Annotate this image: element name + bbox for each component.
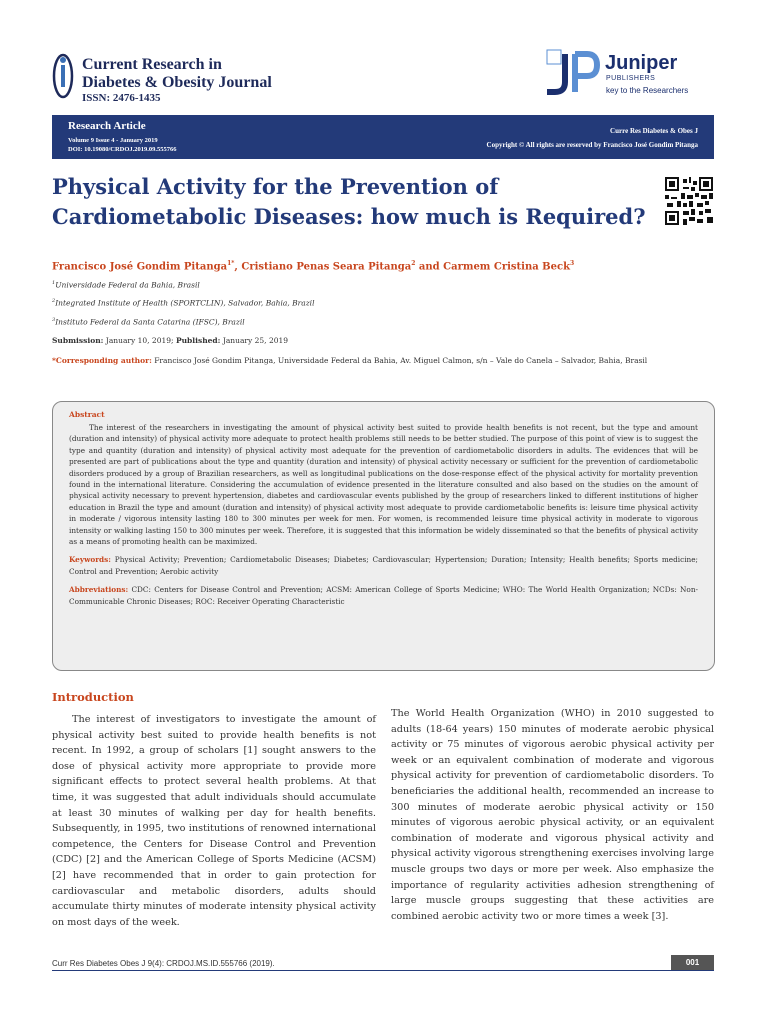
article-title: Physical Activity for the Prevention of Cardiometabolic Diseases: how much is Required? [52, 174, 646, 229]
publisher-logo-icon [543, 48, 603, 96]
article-type: Research Article [68, 120, 146, 132]
affiliation-3: $^3$Instituto Federal da Santa Catarina (IFSC), Brazil [52, 317, 245, 327]
footer-citation: Curr Res Diabetes Obes J 9(4): CRDOJ.MS.ID.555766 (2019). [52, 959, 275, 968]
journal-name: Current Research in Diabetes & Obesity Journal [82, 56, 272, 91]
abstract-heading: Abstract [69, 410, 105, 419]
volume-info: Volume 9 Issue 4 - January 2019 [68, 137, 158, 144]
introduction-heading: Introduction [52, 690, 134, 704]
author-list: Francisco José Gondim Pitanga$^{1*}$, Cristiano Penas Seara Pitanga$^2$ and Carmem Cristina Beck$^3$ [52, 260, 575, 273]
abstract-box [52, 401, 715, 671]
journal-abbrev: Curre Res Diabetes & Obes J [610, 127, 698, 135]
affiliation-1: $^1$Universidade Federal da Bahia, Brasil [52, 280, 200, 290]
corresponding-author: *Corresponding author: Francisco José Gondim Pitanga, Universidade Federal da Bahia, Av. Miguel Calmon, s/n – Vale do Canela – Salvador, Bahia, Brasil [52, 356, 648, 365]
introduction-right-column: The World Health Organization (WHO) in 2010 suggested to adults (18-64 years) 150 minutes of moderate aerobic physical activity or 75 minutes of vigorous aerobic physical activity per week or an equivalent combination of moderate and vigorous physical activity for prevention of cardiometabolic disorders. To beneficiaries the additional health, recommended an increase to 300 minutes of moderate aerobic physical activity or 150 minutes of vigorous aerobic physical activity, or an equivalent combination of moderate and vigorous physical activity and physical activity vigorous strengthening exercises involving large muscle groups two days or more per week. Also emphasize the importance of regularity activities adhesion strengthening of large muscle groups suggesting that these activities are combined aerobic activity two or more times a week [3]. [391, 708, 714, 922]
qr-code-icon [665, 177, 713, 225]
publisher-sub: PUBLISHERS [606, 75, 656, 82]
copyright-notice: Copyright © All rights are reserved by Francisco José Gondim Pitanga [486, 141, 698, 149]
publication-dates: Submission: January 10, 2019; Published: January 25, 2019 [52, 336, 289, 345]
journal-issn: ISSN: 2476-1435 [82, 92, 161, 104]
affiliation-2: $^2$Integrated Institute of Health (SPORTCLIN), Salvador, Bahia, Brazil [52, 298, 315, 308]
journal-logo-icon [52, 48, 74, 100]
page-number: 001 [671, 955, 714, 970]
doi-link[interactable]: DOI: 10.19080/CRDOJ.2019.09.555766 [68, 146, 177, 153]
introduction-left-column: The interest of investigators to investigate the amount of physical activity best suited to provide health benefits is not recent. In 1992, a group of scholars [1] sought answers to the dose of physical activity more appropriate to provide more significant effects to protect several health problems. At that time, it was suggested that adult individuals should accumulate at least 30 minutes of walking per day for health benefits. Subsequently, in 1995, two institutions of renowned international competence, the Centers for Disease Control and Prevention (CDC) [2] and the American College of Sports Medicine (ACSM) [2] have recommended that in order to gain protection for cardiovascular and metabolic disorders, adults should accumulate thirty minutes of moderate intensity physical activity on most days of the week. [52, 714, 376, 928]
keywords: Keywords: Physical Activity; Prevention; Cardiometabolic Diseases; Diabetes; Cardiovascular; Hypertension; Duration; Intensity; Health benefits; Sports medicine; Control and Prevention; Aerobic activity [69, 555, 698, 576]
publisher-name: Juniper [605, 52, 678, 74]
publisher-tagline: key to the Researchers [606, 86, 689, 95]
abbreviations: Abbreviations: CDC: Centers for Disease Control and Prevention; ACSM: American College of Sports Medicine; WHO: The World Health Organization; NCDs: Non-Communicable Chronic Diseases; ROC: Receiver Operating Characteristic [69, 585, 698, 606]
abstract-text: The interest of the researchers in investigating the amount of physical activity best suited to provide health benefits is not recent, but the type and amount (duration and intensity) of physical activity more adequate to protect health problems still needs to be better studied. The purpose of this point of view is to suggest the type and quantity (duration and intensity) of physical activity most adequate for the prevention of cardiometabolic disorders in adults. The evidences that will be presented are part of publications about the type and quantity (duration and intensity) of physical activity necessary or sufficient for the prevention of cardiometabolic disorders produced by a group of Brazilian researchers, as well as longitudinal publications on the dose-response effect of the physical activity for mortality prevention found in the international literature. Considering the accumulation of evidence presented in the literature consulted and also based on the studies on the amount of physical activity necessary to prevent hypertension, diabetes and cardiovascular events published by the group of researchers linked to different institutions of higher education in Brazil the type and amount (duration and intensity) of physical activity most adequate to provide cardiometabolic benefits is: leisure time physical activity in moderate / vigorous intensity lasting 180 to 300 minutes per week for men. For women, is recommended leisure time physical activity in moderate to vigorous intensity or walking lasting 150 to 300 minutes per week. Therefore, it is suggested that this information be widely disseminated so that the benefits of physical activity as a means of promoting health can be maximized. [69, 423, 698, 547]
article-info-bar [52, 115, 714, 159]
footer-divider [52, 970, 714, 971]
